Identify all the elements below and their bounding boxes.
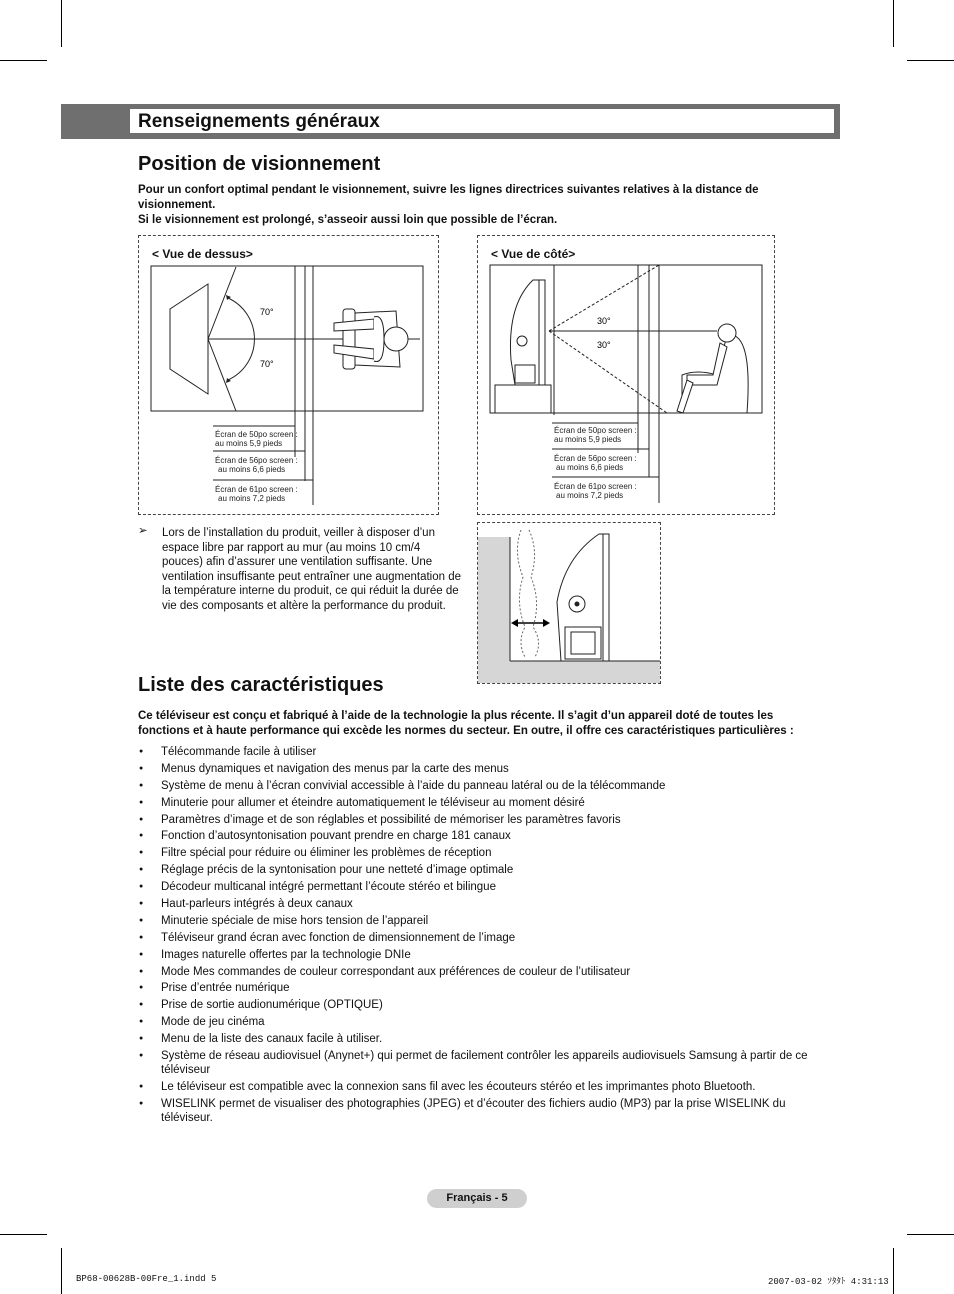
list-item: ● Prise d’entrée numérique <box>138 981 828 995</box>
features-intro: Ce téléviseur est conçu et fabriqué à l’aide de la technologie la plus récente. Il s’agit d’un appareil doté de toutes les fonctions et à haute performance qui excède les normes du secteur. En outre, il offre ces caractéristiques particulières : <box>138 710 794 737</box>
list-item: ● Minuterie spéciale de mise hors tension de l’appareil <box>138 914 828 928</box>
list-item: ● Paramètres d’image et de son réglables et possibilité de mémoriser les paramètres favoris <box>138 813 828 827</box>
list-item: ● Décodeur multicanal intégré permettant l’écoute stéréo et bilingue <box>138 880 828 894</box>
footer-date: 2007-03-02 ｿﾀﾀﾄ 4:31:13 <box>768 1277 889 1287</box>
page-number: Français - 5 <box>427 1189 527 1208</box>
note-text: Lors de l’installation du produit, veiller à disposer d’un espace libre par rapport au mur (au moins 10 cm/4 pouces) afin d’assurer une ventilation suffisante. Une ventilation insuffisante peut entraîner une augmentation de la température interne du produit, ce qui réduit la durée de vie des composants et altère la performance du produit. <box>162 527 461 612</box>
side-angle-up: 30° <box>597 316 611 326</box>
note-arrow-icon: ➢ <box>138 525 148 537</box>
crop-mark <box>61 0 62 47</box>
viewing-title: Position de visionnement <box>138 153 381 175</box>
list-item: ● Filtre spécial pour réduire ou éliminer les problèmes de réception <box>138 846 828 860</box>
list-item: ● Prise de sortie audionumérique (OPTIQUE) <box>138 998 828 1012</box>
side-angle-down: 30° <box>597 340 611 350</box>
top-dist-56: Écran de 56po screen : au moins 6,6 pieds <box>215 456 298 474</box>
list-item: ● Le téléviseur est compatible avec la connexion sans fil avec les écouteurs stéréo et les imprimantes photo Bluetooth. <box>138 1080 828 1094</box>
crop-mark <box>0 60 47 61</box>
features-list <box>138 745 828 1128</box>
features-title: Liste des caractéristiques <box>138 674 384 696</box>
crop-mark <box>907 60 954 61</box>
list-item: ● WISELINK permet de visualiser des photographies (JPEG) et d’écouter des fichiers audio (MP3) par la prise WISELINK du téléviseur. <box>138 1097 828 1125</box>
side-dist-61: Écran de 61po screen : au moins 7,2 pieds <box>554 482 637 500</box>
top-angle-up: 70° <box>260 307 274 317</box>
list-item: ● Haut-parleurs intégrés à deux canaux <box>138 897 828 911</box>
viewing-intro-line-1: Pour un confort optimal pendant le visionnement, suivre les lignes directrices suivantes relatives à la distance de visionnement. <box>138 184 759 211</box>
viewing-intro-line-2: Si le visionnement est prolongé, s’asseoir aussi loin que possible de l’écran. <box>138 214 558 226</box>
section-title: Renseignements généraux <box>130 109 834 133</box>
list-item: ● Mode Mes commandes de couleur correspondant aux préférences de couleur de l’utilisateur <box>138 965 828 979</box>
wall-clearance-drawing <box>477 522 661 684</box>
footer-file: BP68-00628B-00Fre_1.indd 5 <box>76 1274 217 1284</box>
list-item: ● Images naturelle offertes par la technologie DNIe <box>138 948 828 962</box>
crop-mark <box>61 1248 62 1294</box>
crop-mark <box>893 1248 894 1294</box>
crop-mark <box>907 1234 954 1235</box>
side-dist-50: Écran de 50po screen : au moins 5,9 pieds <box>554 426 637 444</box>
list-item: ● Système de menu à l’écran convivial accessible à l’aide du panneau latéral ou de la télécommande <box>138 779 828 793</box>
list-item: ● Mode de jeu cinéma <box>138 1015 828 1029</box>
side-dist-56: Écran de 56po screen : au moins 6,6 pieds <box>554 454 637 472</box>
list-item: ● Menu de la liste des canaux facile à utiliser. <box>138 1032 828 1046</box>
list-item: ● Téléviseur grand écran avec fonction de dimensionnement de l’image <box>138 931 828 945</box>
top-dist-50: Écran de 50po screen : au moins 5,9 pieds <box>215 430 298 448</box>
top-angle-down: 70° <box>260 359 274 369</box>
list-item: ● Réglage précis de la syntonisation pour une netteté d’image optimale <box>138 863 828 877</box>
side-view-label: < Vue de côté> <box>491 247 576 261</box>
top-dist-61: Écran de 61po screen : au moins 7,2 pieds <box>215 485 298 503</box>
list-item: ● Système de réseau audiovisuel (Anynet+) qui permet de facilement contrôler les appareils audiovisuels Samsung à partir de ce téléviseur <box>138 1049 828 1077</box>
crop-mark <box>893 0 894 47</box>
crop-mark <box>0 1234 47 1235</box>
list-item: ● Minuterie pour allumer et éteindre automatiquement le téléviseur au moment désiré <box>138 796 828 810</box>
list-item: ● Menus dynamiques et navigation des menus par la carte des menus <box>138 762 828 776</box>
list-item: ● Fonction d’autosyntonisation pouvant prendre en charge 181 canaux <box>138 829 828 843</box>
top-view-label: < Vue de dessus> <box>152 247 253 261</box>
side-view-drawing <box>477 235 775 515</box>
viewing-intro <box>138 183 828 228</box>
list-item: ● Télécommande facile à utiliser <box>138 745 828 759</box>
